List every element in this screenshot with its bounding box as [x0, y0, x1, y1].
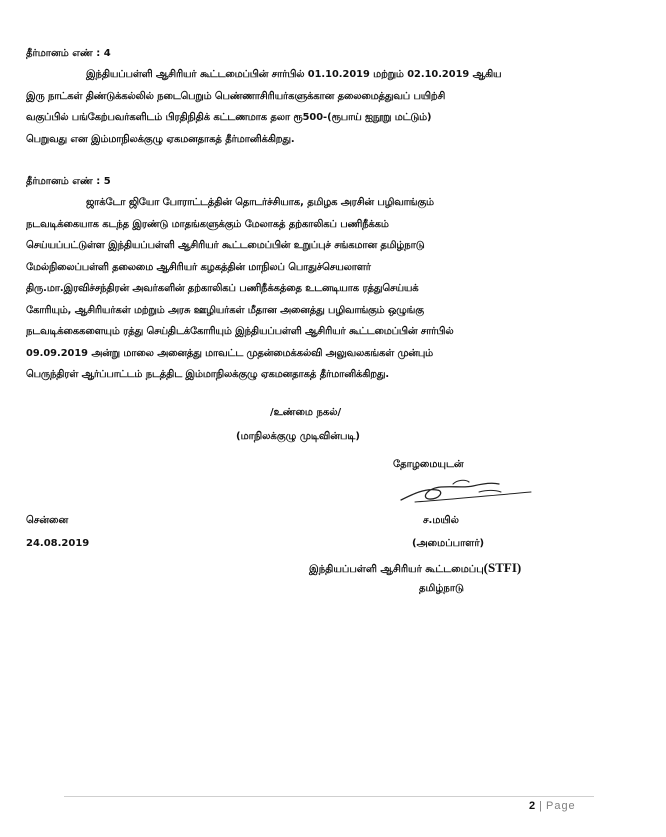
resolution-5-line: மேல்நிலைப்பள்ளி தலைமை ஆசிரியர் கழகத்தின் மாநிலப் பொதுச்செயலாளர்	[26, 261, 371, 273]
resolution-4-heading: தீர்மானம் எண் : 4	[26, 48, 111, 59]
organization-name: இந்தியப்பள்ளி ஆசிரியர் கூட்டமைப்பு	[309, 564, 484, 575]
page-separator: |	[539, 800, 543, 812]
resolution-5-line: செய்யப்பட்டுள்ள இந்தியப்பள்ளி ஆசிரியர் கூட்டமைப்பின் உறுப்புச் சங்கமான தமிழ்நாடு	[26, 240, 425, 251]
resolution-5-line: நடவடிக்கைகளையும் ரத்து செய்திடக்கோரியும் இந்தியப்பள்ளி ஆசிரியர் கூட்டமைப்பின் சார்பில்	[26, 326, 454, 337]
resolution-5-line: நடவடிக்கையாக கடந்த இரண்டு மாதங்களுக்கும் மேலாகத் தற்காலிகப் பணிநீக்கம்	[26, 218, 389, 230]
signatory-name: ச.மயில்	[423, 515, 459, 526]
resolution-4-line: இரு நாட்கள் திண்டுக்கல்லில் நடைபெறும் பெண்ணாசிரியர்களுக்கான தலைமைத்துவப் பயிற்சி	[26, 90, 446, 102]
resolution-5-line: திரு.மா.இரவிச்சந்திரன் அவர்களின் தற்காலிகப் பணிநீக்கத்தை உடனடியாக ரத்துசெய்யக்	[26, 283, 419, 294]
resolution-5-body	[26, 192, 613, 386]
resolution-5-line: பெருந்திரள் ஆர்ப்பாட்டம் நடத்திட இம்மாநிலக்குழு ஏகமனதாகத் தீர்மானிக்கிறது.	[26, 369, 390, 380]
with-comradeship-label: தோழமையுடன்	[393, 459, 464, 470]
resolution-5-line: 09.09.2019 அன்று மாலை அனைத்து மாவட்ட முதன்மைக்கல்வி அலுவலகங்கள் முன்பும்	[26, 347, 434, 359]
signatory-role: (அமைப்பாளர்)	[412, 538, 485, 549]
organization-abbreviation: (STFI)	[483, 560, 522, 575]
resolution-5-heading: தீர்மானம் எண் : 5	[26, 176, 111, 187]
resolution-5-line: ஜாக்டோ ஜியோ போராட்டத்தின் தொடர்ச்சியாக, தமிழக அரசின் பழிவாங்கும்	[86, 197, 434, 208]
resolution-4-line: பெறுவது என இம்மாநிலக்குழு ஏகமனதாகத் தீர்மானிக்கிறது.	[26, 133, 295, 145]
state-committee-decision: (மாநிலக்குழு முடிவின்படி)	[236, 431, 360, 442]
resolution-4-line: இந்தியப்பள்ளி ஆசிரியர் கூட்டமைப்பின் சார்பில் 01.10.2019 மற்றும் 02.10.2019 ஆகிய	[86, 69, 502, 80]
page-label: Page	[545, 800, 576, 812]
resolution-4-body	[26, 64, 613, 150]
true-copy-label: /உண்மை நகல்/	[270, 407, 342, 418]
resolution-5-line: கோரியும், ஆசிரியர்கள் மற்றும் அரசு ஊழியர்கள் மீதான அனைத்து பழிவாங்கும் ஒழுங்கு	[26, 304, 424, 316]
page-footer	[529, 800, 576, 812]
resolution-4-line: வகுப்பில் பங்கேற்பவர்களிடம் பிரதிநிதிக் கட்டணமாக தலா ரூ500-(ரூபாய் ஐநூறு மட்டும்)	[26, 112, 432, 123]
handwritten-signature	[395, 474, 535, 508]
page-number: 2	[529, 800, 537, 812]
place-label: சென்னை	[26, 515, 69, 526]
document-date: 24.08.2019	[26, 538, 90, 549]
organization-line	[309, 560, 521, 576]
footer-divider	[64, 796, 594, 797]
state-label: தமிழ்நாடு	[419, 583, 464, 594]
